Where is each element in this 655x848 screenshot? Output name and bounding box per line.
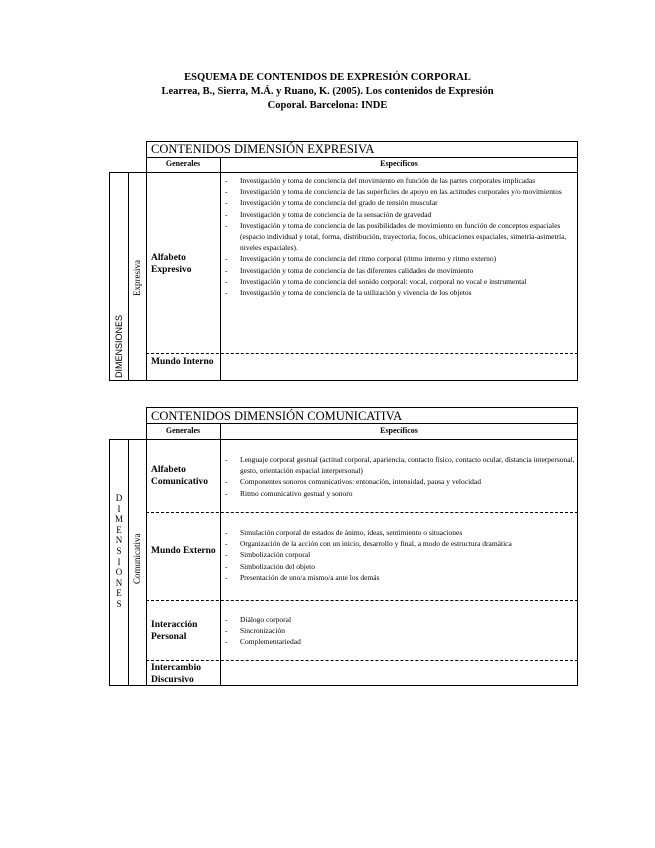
list-item: - Investigación y toma de conciencia del sonido corporal: vocal, corporal no vocal e instrumental [224, 276, 576, 287]
sub-label-comunicativa: Comunicativa [132, 533, 142, 584]
list-item: - Diálogo corporal [224, 614, 576, 625]
sub-label-expresiva: Expresiva [132, 260, 142, 296]
col-header-generales: Generales [165, 159, 201, 168]
general-alfabeto-comunicativo: Alfabeto Comunicativo [151, 465, 208, 487]
list-item: - Investigación y toma de conciencia de la utilización y vivencia de los objetos [224, 287, 576, 298]
list-item: - Investigación y toma de conciencia del movimiento en función de las partes corporales implicadas [224, 175, 576, 186]
list-item: - Presentación de uno/a mismo/a ante los demás [224, 572, 576, 583]
list-item: - Investigación y toma de conciencia de la sensación de gravedad [224, 209, 576, 220]
general-intercambio-discursivo: Intercambio Discursivo [151, 663, 201, 685]
col-header-generales: Generales [165, 426, 201, 435]
list-item: - Ritmo comunicativo gestual y sonoro [224, 488, 576, 499]
col-header-especificos: Específicos [380, 159, 418, 168]
list-mundo-externo [224, 527, 576, 583]
list-item: - Simbolización del objeto [224, 561, 576, 572]
list-item: - Investigación y toma de conciencia del ritmo corporal (ritmo interno y ritmo externo) [224, 253, 576, 264]
list-alfabeto-comunicativo [224, 454, 576, 499]
list-item: - Simulación corporal de estados de ánimo, ideas, sentimiento o situaciones [224, 527, 576, 538]
section-title-expresiva: CONTENIDOS DIMENSIÓN EXPRESIVA [151, 142, 375, 156]
list-item: - Simbolización corporal [224, 549, 576, 560]
list-item: - Investigación y toma de conciencia de las superficies de apoyo en las actitudes corporales y/o movimientos [224, 186, 576, 197]
citation-line: Learrea, B., Sierra, M.Á. y Ruano, K. (2005). Los contenidos de Expresión [161, 86, 494, 97]
section-title-comunicativa: CONTENIDOS DIMENSIÓN COMUNICATIVA [151, 409, 403, 423]
list-item: - Investigación y toma de conciencia de las diferentes calidades de movimiento [224, 265, 576, 276]
list-item: - Componentes sonoros comunicativos: entonación, intensidad, pausa y velocidad [224, 476, 576, 487]
document-title: ESQUEMA DE CONTENIDOS DE EXPRESIÓN CORPORAL [184, 72, 471, 83]
list-item: - Organización de la acción con un inicio, desarrollo y final, a modo de estructura dramática [224, 538, 576, 549]
list-interaccion-personal [224, 614, 576, 648]
list-alfabeto-expresivo [224, 175, 576, 298]
side-label-dimensiones: DIMENSIONES [114, 314, 124, 378]
general-alfabeto-expresivo: Alfabeto Expresivo [151, 253, 192, 275]
list-item: - Complementariedad [224, 636, 576, 647]
list-item: - Investigación y toma de conciencia del grado de tensión muscular [224, 197, 576, 208]
general-mundo-externo: Mundo Externo [151, 546, 216, 556]
general-interaccion-personal: Interacción Personal [151, 620, 198, 642]
list-item: - Lenguaje corporal gestual (actitud corporal, apariencia, contacto físico, contacto ocular, distancia interpersonal, gesto, orientación espacial interpersonal) [224, 454, 576, 476]
list-item: - Sincronización [224, 625, 576, 636]
list-item: - Investigación y toma de conciencia de las posibilidades de movimiento en función de conceptos espaciales (espacio individual y total, forma, distribución, trayectoria, focos, ubicaciones espaciales, simetría-asimetría, niveles espaciales). [224, 220, 576, 254]
citation-line-2: Coporal. Barcelona: INDE [267, 100, 388, 111]
general-mundo-interno: Mundo Interno [151, 357, 214, 367]
side-label-dimensiones: D I M E N S I O N E S [114, 493, 123, 609]
col-header-especificos: Específicos [380, 426, 418, 435]
